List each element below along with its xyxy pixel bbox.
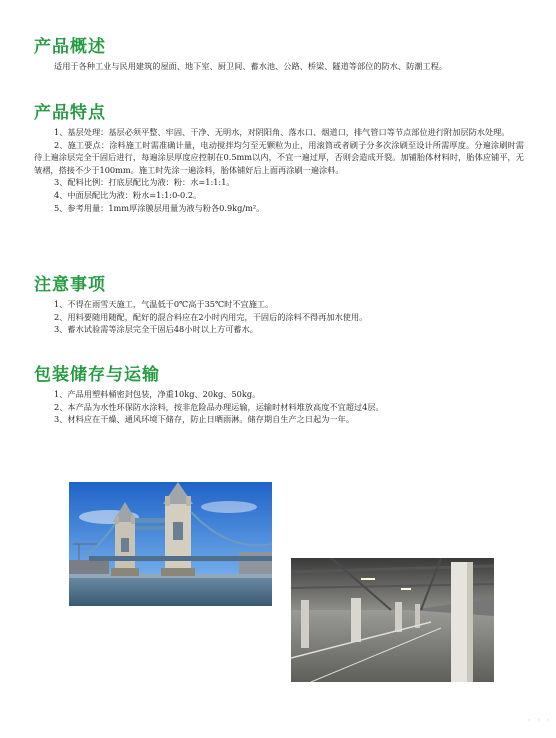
- features-section: [34, 98, 524, 214]
- features-title: 产品特点: [34, 103, 106, 123]
- note-item: 2、用料要随用随配，配好的混合料应在2小时内用完，干固后的涂料不得再加水使用。: [54, 311, 368, 322]
- parking-garage-photo: [291, 558, 494, 682]
- notes-section: [34, 270, 524, 336]
- bridge-illustration: [69, 482, 272, 606]
- packaging-title: 包装储存与运输: [34, 365, 160, 385]
- overview-section: [34, 32, 524, 73]
- packaging-section: [34, 360, 524, 426]
- overview-text: 适用于各种工业与民用建筑的屋面、地下室、厨卫间、蓄水池、公路、桥梁、隧道等部位的防水、防潮工程。: [54, 61, 448, 71]
- parking-illustration: [291, 558, 494, 682]
- feature-item: 5、参考用量：1mm厚涂膜层用量为液与粉各0.9kg/m²。: [54, 202, 265, 213]
- note-item: 1、不得在雨雪天施工，气温低于0℃高于35℃时不宜施工。: [54, 299, 274, 309]
- note-item: 3、蓄水试验需等涂层完全干固后48小时以上方可蓄水。: [54, 324, 258, 335]
- bridge-photo: [69, 482, 272, 606]
- feature-item: 2、施工要点：涂料施工时需准确计量，电动搅拌均匀至无颗粒为止，用滚筒或者刷子分多次涂刷至设计所需厚度。分遍涂刷时需待上遍涂层完全干固后进行，每遍涂层厚度应控制在0.5mm以内，不宜一遍过厚，否则会造成开裂。加铺胎体材料时，胎体应铺平，无皱褶，搭接不少于100mm。施工时先涂一遍涂料，胎体铺好后上面再涂刷一遍涂料。: [34, 139, 524, 175]
- page-corner-mark: · · ·: [527, 716, 552, 726]
- packaging-item: 2、本产品为水性环保防水涂料，按非危险品办理运输，运输时材料堆放高度不宜超过4层。: [54, 401, 384, 412]
- overview-title: 产品概述: [34, 37, 106, 57]
- packaging-item: 1、产品用塑料桶密封包装，净重10kg、20kg、50kg。: [54, 389, 261, 399]
- packaging-item: 3、材料应在干燥、通风环境下储存，防止日晒雨淋。储存期自生产之日起为一年。: [54, 414, 354, 425]
- feature-item: 1、基层处理：基层必须平整、牢固、干净、无明水，对阴阳角、落水口、烟道口，排气管口等节点部位进行附加层防水处理。: [54, 127, 510, 137]
- feature-item: 3、配料比例：打底层配比为液：粉：水=1:1:1。: [54, 177, 235, 188]
- feature-item: 4、中面层配比为液：粉水=1:1:0-0.2。: [54, 189, 202, 200]
- notes-title: 注意事项: [34, 275, 106, 295]
